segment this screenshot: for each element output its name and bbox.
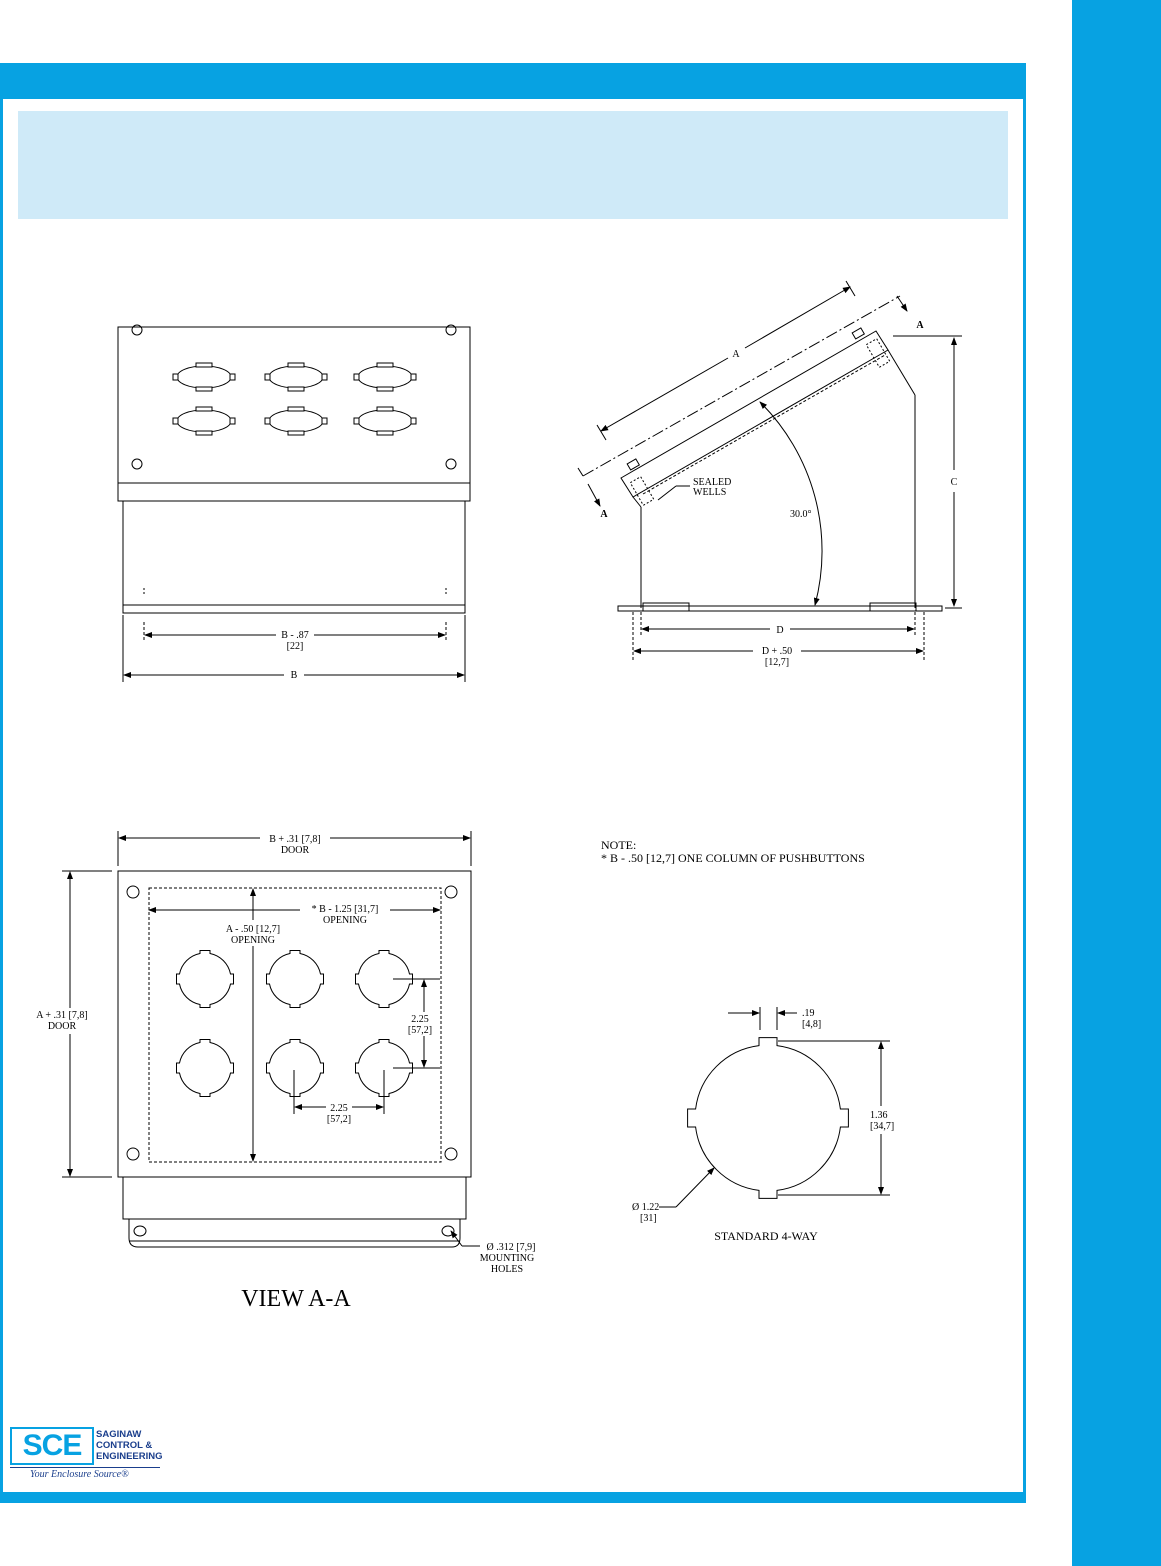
sealed-wells-line2: WELLS [693,487,727,498]
side-view [578,281,962,660]
logo-tagline: Your Enclosure Source® [30,1469,129,1480]
vspacing-line2: [57,2] [407,1025,433,1036]
pushbutton-hole-front [173,407,235,435]
pushbutton-hole-section [177,951,234,1008]
opening-width-line2: OPENING [323,915,367,926]
door-height-line1: A + .31 [7,8] [36,1010,88,1021]
opening-width-line1: * B - 1.25 [31,7] [311,904,379,915]
mounting-holes-line3: HOLES [490,1264,524,1275]
logo-mark-box [10,1427,94,1465]
hspacing-line1: 2.25 [330,1103,348,1114]
opening-height-line2: OPENING [231,935,275,946]
sealed-well-icon [630,339,889,506]
hole-detail [659,1007,890,1207]
vspacing-line1: 2.25 [411,1014,429,1025]
logo-company-name [96,1429,163,1462]
pushbutton-hole [173,363,416,435]
mounting-hole-icon [134,1226,454,1236]
logo-name-line3: ENGINEERING [96,1451,163,1462]
opening-height-line1: A - .50 [12,7] [225,924,281,935]
pushbutton-hole-section [267,951,324,1008]
section-view [62,831,480,1247]
side-dim-d: D [776,625,784,636]
side-dim-d-plus-mm: [12,7] [764,657,790,668]
pushbutton-hole-section [267,1040,324,1097]
pushbutton-hole-front [265,407,327,435]
screw-icon [127,886,457,1160]
front-dim-b: B [290,670,298,681]
mounting-holes-line2: MOUNTING [479,1253,535,1264]
screw-icon [627,328,864,470]
screw-icon [132,325,456,469]
door-width-line2: DOOR [280,845,310,856]
key-width-line2: [4,8] [802,1019,822,1030]
door-height-line2: DOOR [47,1021,77,1032]
pushbutton-hole-front [265,363,327,391]
mounting-holes-line1: Ø .312 [7,9] [486,1242,536,1253]
pushbutton-hole-front [173,363,235,391]
section-marker-right: A [916,320,924,331]
pushbutton-hole-section [177,1040,234,1097]
hole-height-line1: 1.36 [870,1110,888,1121]
side-dim-a: A [732,349,740,360]
view-title: VIEW A-A [241,1286,351,1312]
logo-divider [10,1467,160,1468]
side-dim-c: C [950,477,958,488]
note-line1: NOTE: [601,838,637,852]
front-dim-b-minus-mm: [22] [286,641,304,652]
hole-height-line2: [34,7] [870,1121,895,1132]
side-dim-d-plus: D + .50 [761,646,793,657]
hole-detail-title: STANDARD 4-WAY [714,1229,818,1243]
sealed-wells-line1: SEALED [693,477,732,488]
sce-logo [10,1427,163,1483]
pushbutton-hole-front [354,407,416,435]
door-width-line1: B + .31 [7,8] [269,834,321,845]
logo-name-line2: CONTROL & [96,1440,153,1451]
hole-dia-line2: [31] [640,1213,657,1224]
key-width-line1: .19 [802,1008,815,1019]
pushbutton-hole-front [354,363,416,391]
side-angle: 30.0° [790,509,812,520]
front-dim-b-minus: B - .87 [281,630,309,641]
note-line2: * B - .50 [12,7] ONE COLUMN OF PUSHBUTTONS [601,851,865,865]
hspacing-line2: [57,2] [326,1114,352,1125]
front-view [118,325,470,682]
hole-dia-line1: Ø 1.22 [632,1202,660,1213]
section-marker-left: A [600,509,608,520]
logo-mark: SCE [22,1429,82,1462]
logo-name-line1: SAGINAW [96,1429,142,1440]
